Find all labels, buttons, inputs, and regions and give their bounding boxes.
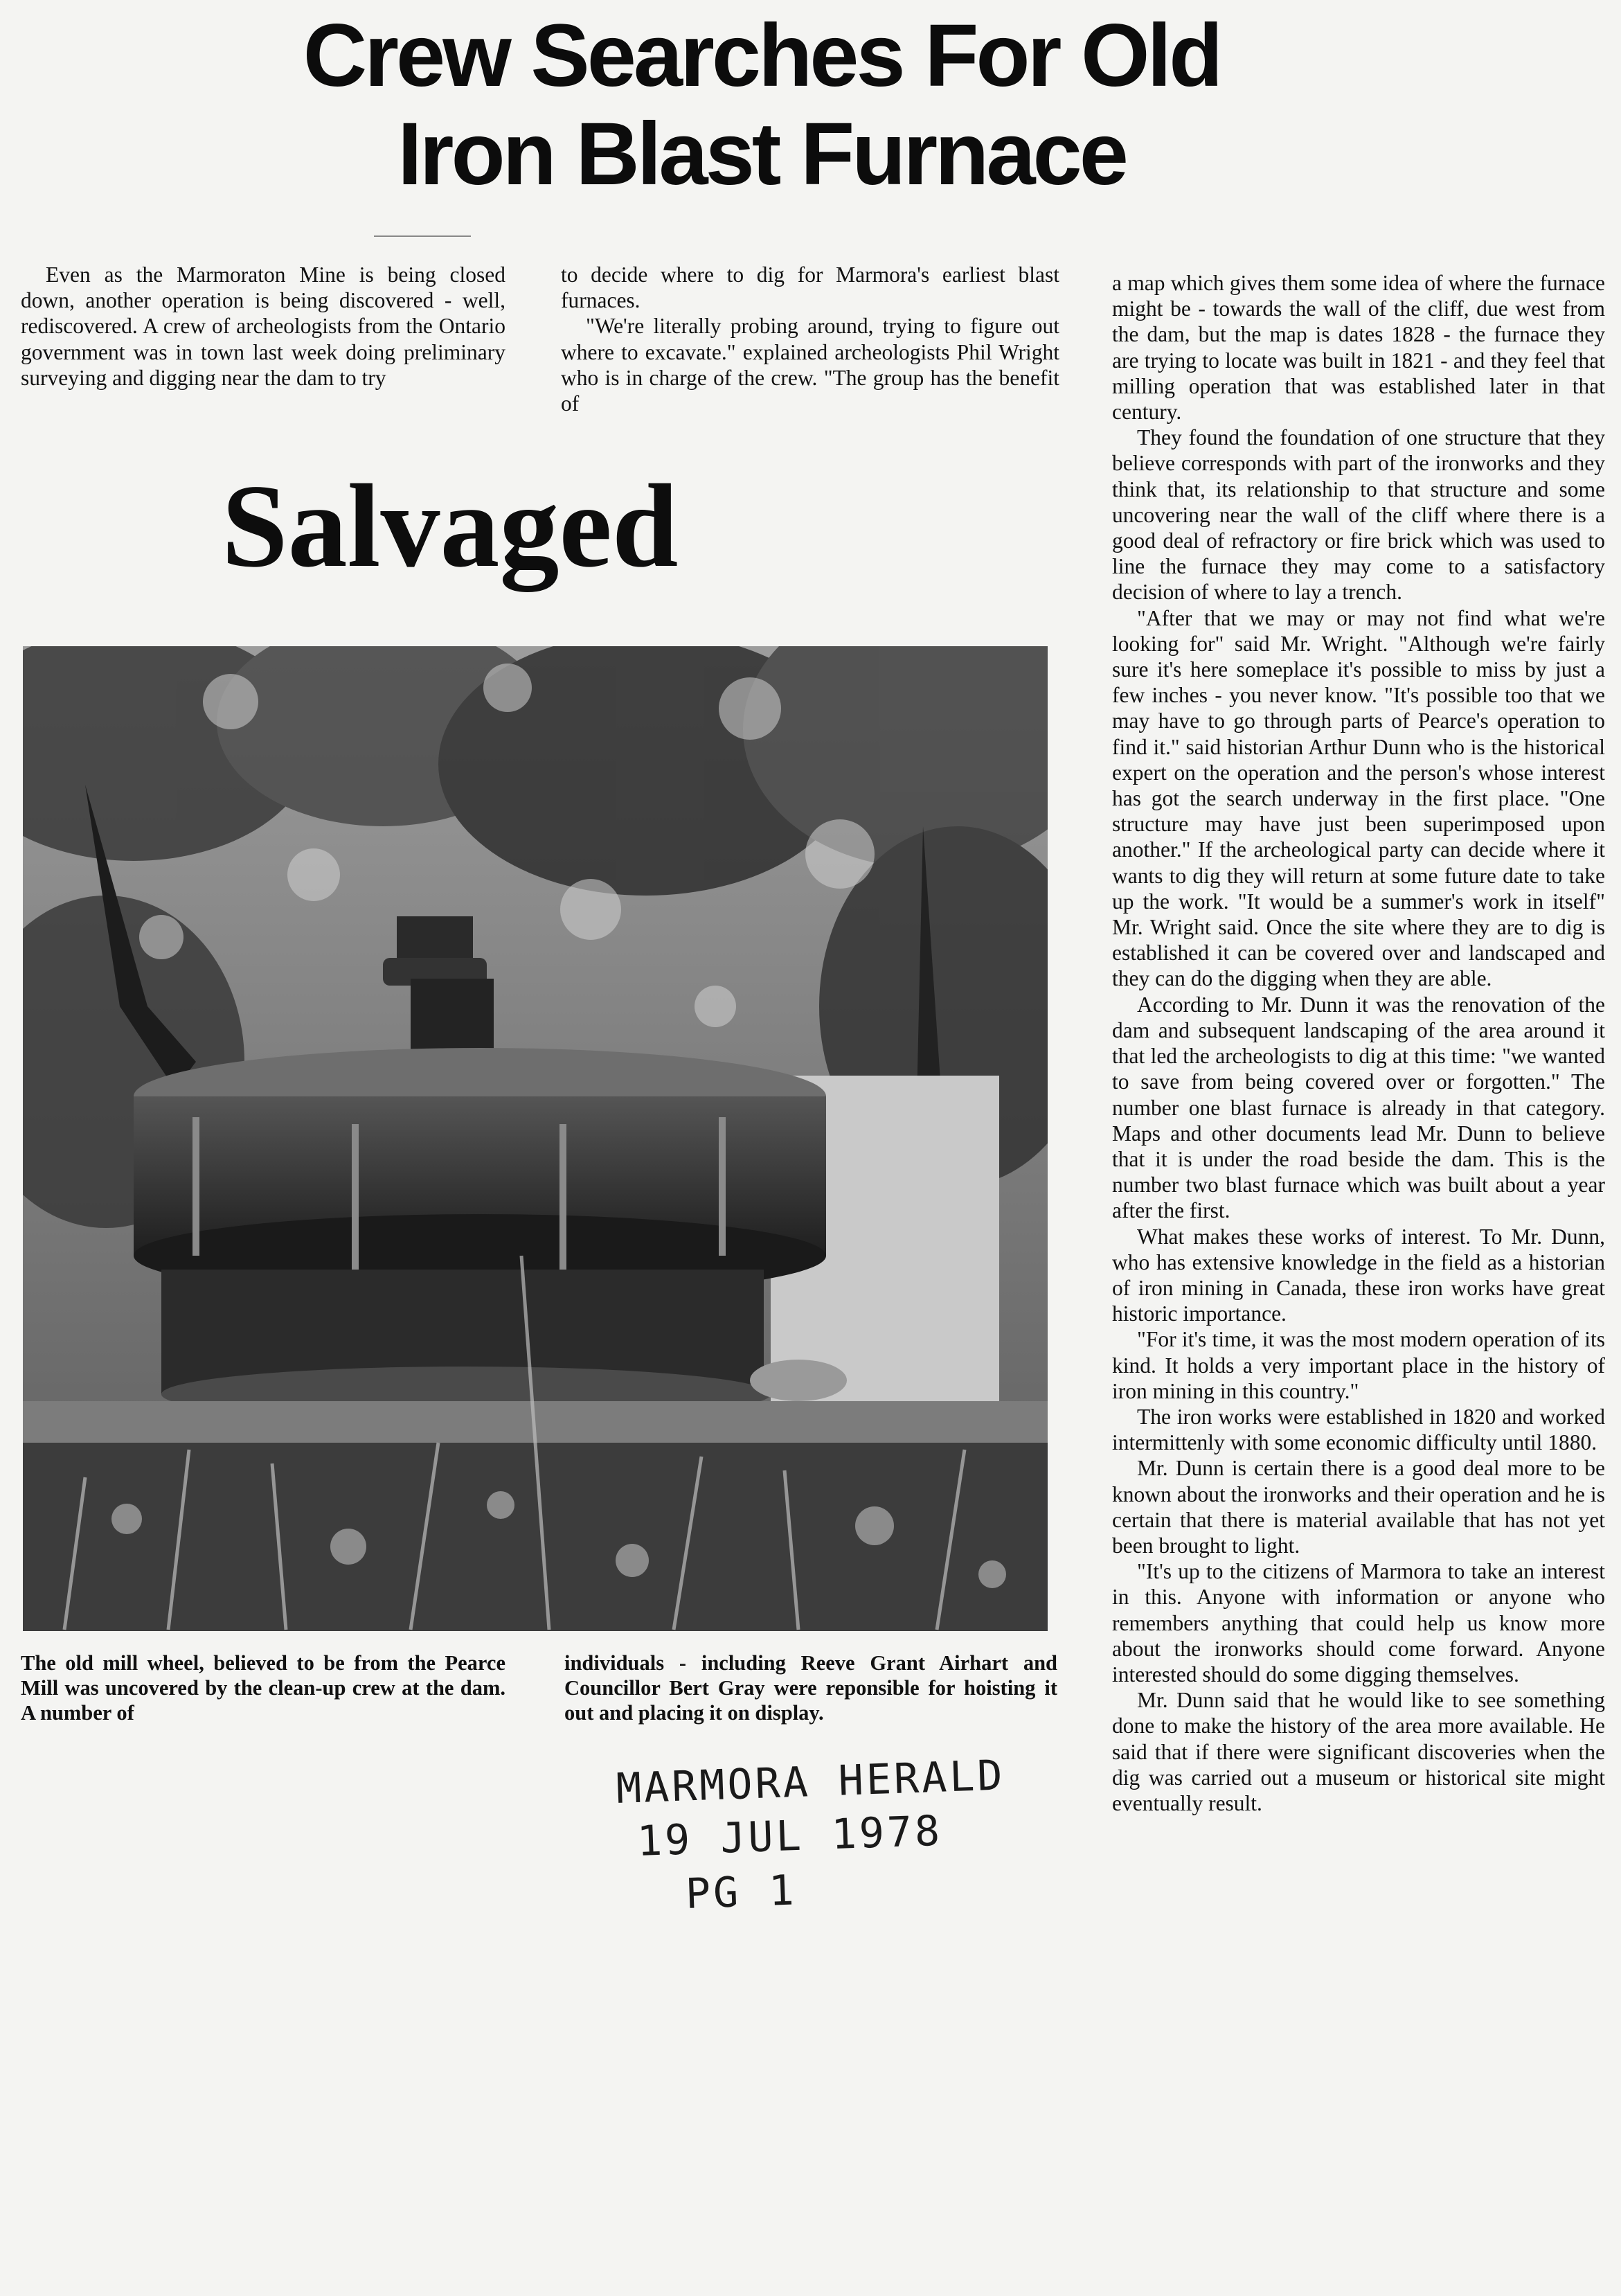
headline: [104, 7, 1420, 204]
headline-divider: [374, 235, 471, 237]
article-paragraph: "We're literally probing around, trying to figure out where to excavate." explained archeologists Phil Wright who is in charge of the crew. "The group has the benefit of: [561, 314, 1059, 416]
handwritten-source-note: [602, 1751, 1087, 1921]
article-paragraph: a map which gives them some idea of where the furnace might be - towards the wall of the cliff, due west from the dam, but the map is dates 1828 - the furnace they are trying to locate was built in 1821 - and they feel that milling operation that was established later in that century.: [1112, 271, 1605, 425]
article-paragraph: The iron works were established in 1820 and worked intermittenly with some economic difficulty until 1880.: [1112, 1404, 1605, 1455]
article-paragraph: Mr. Dunn said that he would like to see something done to make the history of the area more available. He said that if there were significant discoveries when the dig was carried out a museum or historical site might eventually result.: [1112, 1688, 1605, 1815]
article-column-3: [1112, 270, 1605, 1816]
article-paragraph: According to Mr. Dunn it was the renovation of the dam and subsequent landscaping of the area around it that led the archeologists to dig at this time: "we wanted to save from being covered over or forgotten." The number one blast furnace is already in that category. Maps and other documents lead Mr. Dunn to believe that it is under the road beside the dam. This is the number two blast furnace which was built about a year after the first.: [1112, 992, 1605, 1223]
photo-caption-right: individuals - including Reeve Grant Airhart and Councillor Bert Gray were reponsible for hoisting it out and placing it on display.: [564, 1651, 1057, 1725]
salvaged-title: Salvaged: [222, 461, 679, 592]
handwritten-page: PG 1: [684, 1866, 798, 1919]
article-paragraph: They found the foundation of one structure that they believe corresponds with part of the ironworks and they think that, its relationship to that structure and some uncovering near the wall of the cliff where there is a good deal of refractory or fire brick which was used to line the furnace they may come to a satisfactory decision of where to lay a trench.: [1112, 425, 1605, 605]
article-paragraph: Mr. Dunn is certain there is a good deal more to be known about the ironworks and their operation and he is certain that there is material available that has not yet been brought to light.: [1112, 1456, 1605, 1558]
headline-line-1: Crew Searches For Old: [303, 6, 1221, 105]
article-paragraph: Even as the Marmoraton Mine is being closed down, another operation is being discovered - well, rediscovered. A crew of archeologists from the Ontario government was in town last week doing preliminary surveying and digging near the dam to try: [21, 262, 505, 390]
handwritten-publication: MARMORA HERALD: [615, 1751, 1006, 1813]
article-paragraph: "It's up to the citizens of Marmora to take an interest in this. Anyone with information or anyone who remembers anything that could help us know more about the ironworks should come forward. Anyone interested should do some digging themselves.: [1112, 1559, 1605, 1687]
article-column-1: [21, 262, 505, 391]
article-paragraph: to decide where to dig for Marmora's earliest blast furnaces.: [561, 262, 1059, 313]
photo-caption-left: The old mill wheel, believed to be from the Pearce Mill was uncovered by the clean-up crew at the dam. A number of: [21, 1651, 505, 1725]
mill-wheel-photo: [23, 646, 1048, 1631]
article-paragraph: "After that we may or may not find what we're looking for" said Mr. Wright. "Although we're fairly sure it's here someplace it's possible to miss by just a few inches - you never know. "It's possible too that we may have to go through parts of Pearce's operation to find it." said historian Arthur Dunn who is the historical expert on the operation and the person's whose interest has got the search underway in the first place. "One structure may have just been superimposed upon another." If the archeological party can decide where it wants to dig they will return at some future date to take up the work. "It would be a summer's work in itself" Mr. Wright said. Once the site where they are to dig is established it can be covered over and landscaped and they can do the digging when they are able.: [1112, 605, 1605, 991]
article-paragraph: What makes these works of interest. To Mr. Dunn, who has extensive knowledge in the field as a historian of iron mining in Canada, these iron works have great historic importance.: [1112, 1224, 1605, 1326]
handwritten-date: 19 JUL 1978: [636, 1806, 944, 1866]
article-column-2: [561, 262, 1059, 416]
headline-line-2: Iron Blast Furnace: [397, 105, 1126, 204]
article-paragraph: "For it's time, it was the most modern operation of its kind. It holds a very important place in the history of iron mining in this country.": [1112, 1327, 1605, 1403]
